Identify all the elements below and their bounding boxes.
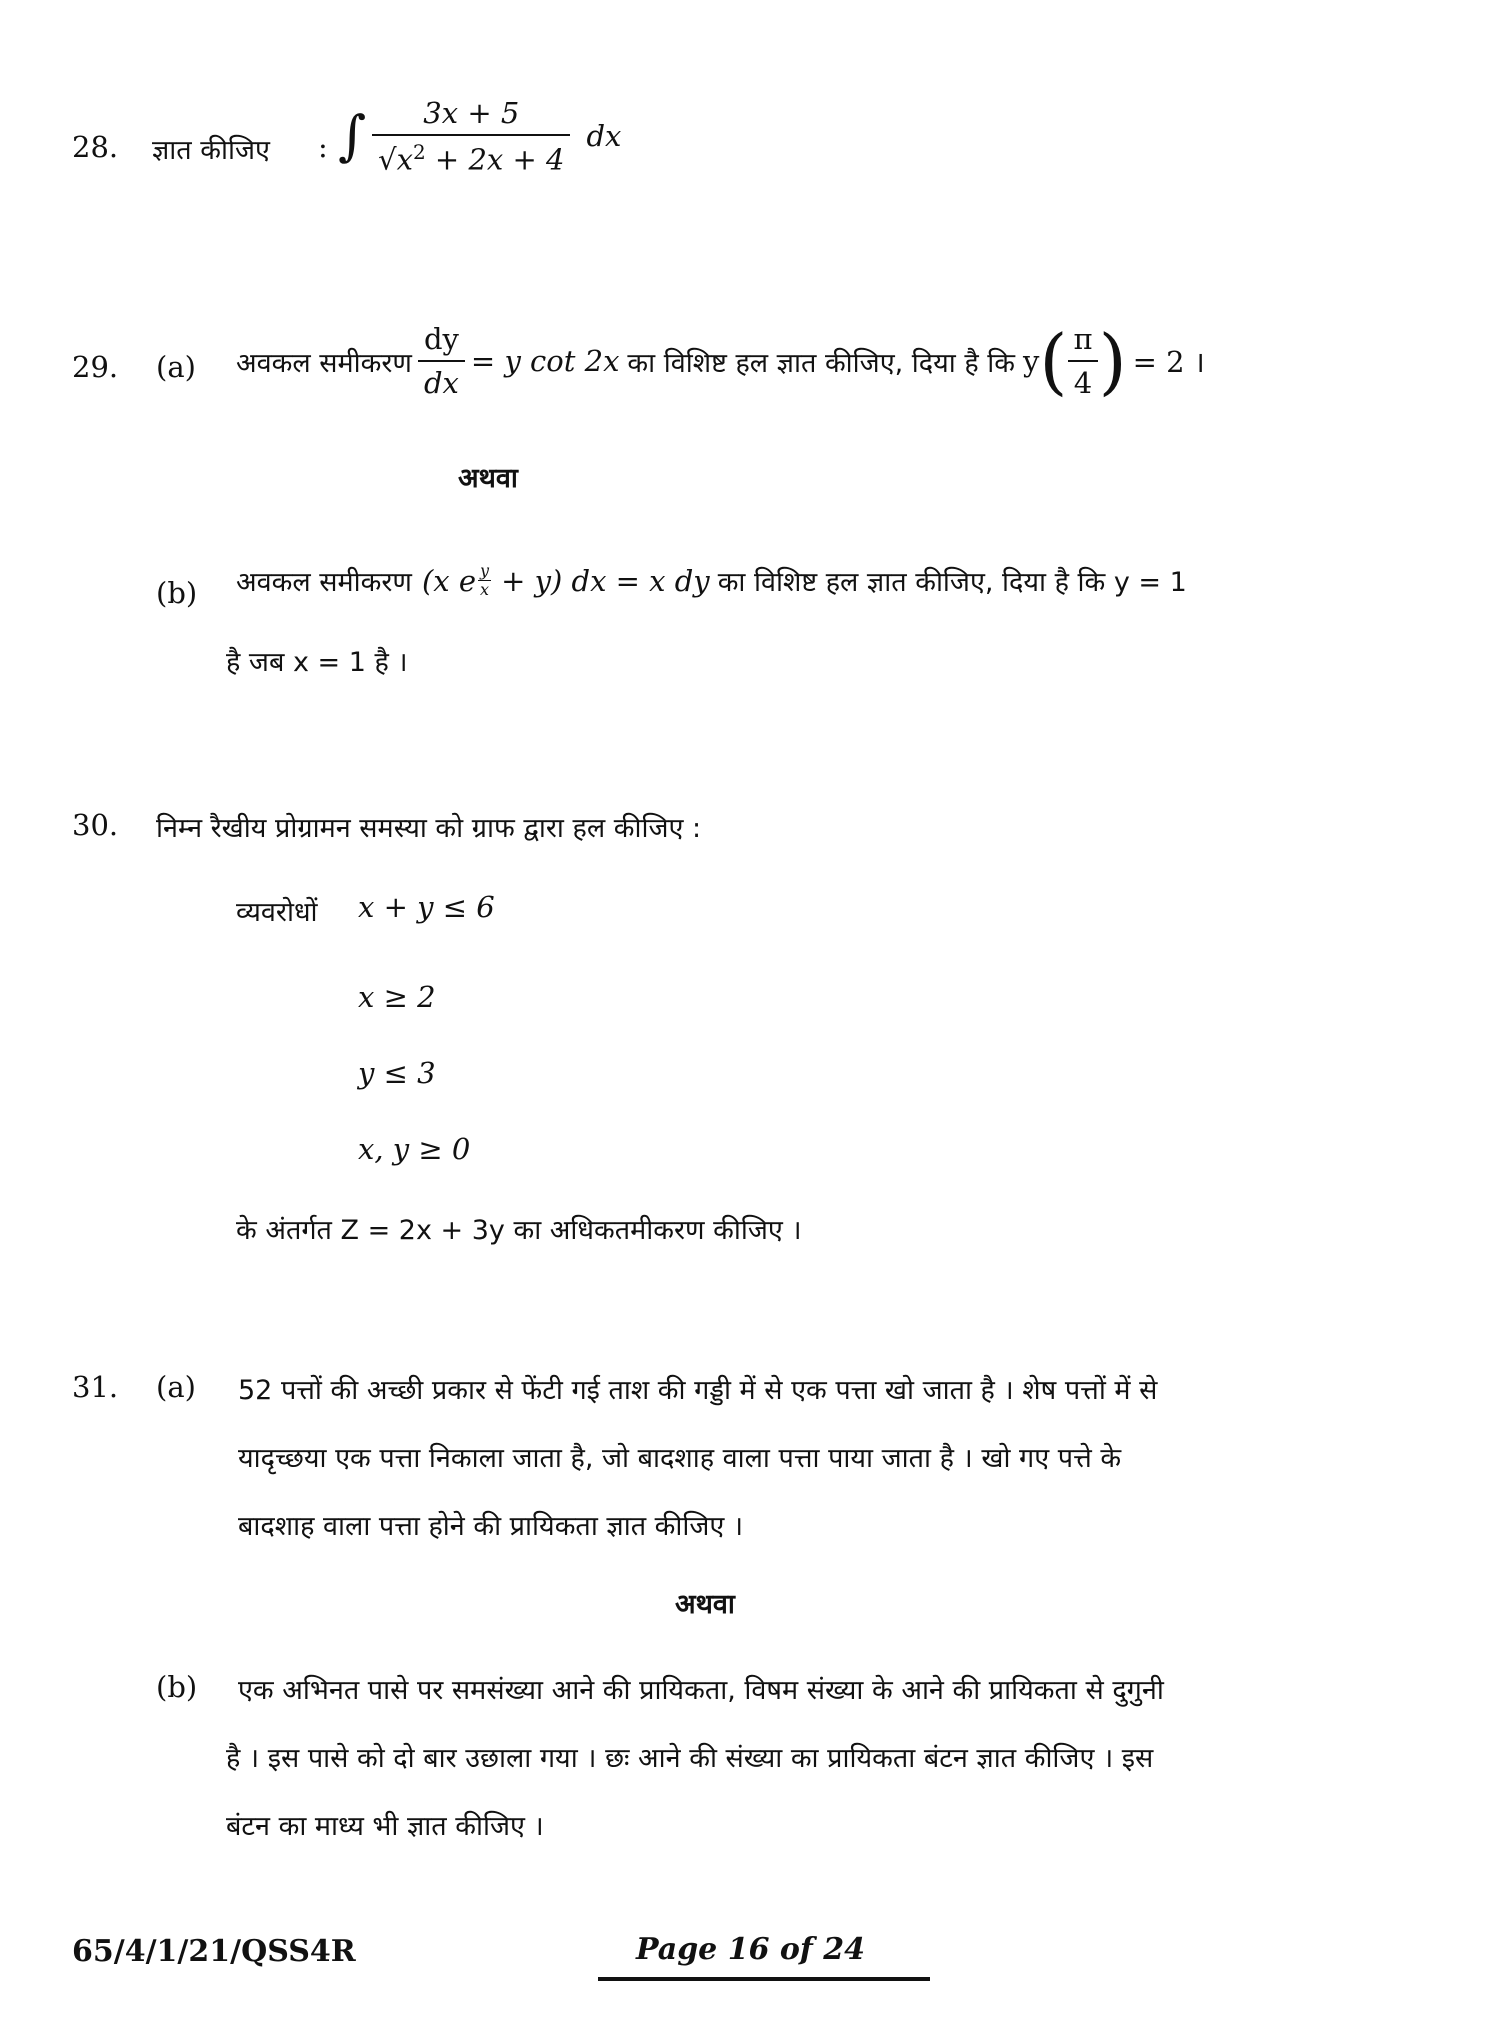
- left-paren: (: [1039, 319, 1068, 403]
- question-number-29: 29.: [72, 350, 119, 384]
- q30-objective: के अंतर्गत Z = 2x + 3y का अधिकतमीकरण कीजिए ।: [236, 1215, 802, 1246]
- q28-den-exp: 2: [412, 140, 426, 164]
- q28-integral-expression: [338, 96, 621, 177]
- q31b-line-2: है । इस पासे को दो बार उछाला गया । छः आने की संख्या का प्रायिकता बंटन ज्ञात कीजिए । इस: [226, 1743, 1154, 1774]
- q31-part-b-label: (b): [156, 1670, 198, 1704]
- q29b-middle-text: का विशिष्ट हल ज्ञात कीजिए, दिया है कि y = 1: [717, 567, 1187, 598]
- q30-prompt: निम्न रैखीय प्रोग्रामन समस्या को ग्राफ द्वारा हल कीजिए :: [156, 813, 702, 844]
- q29a-cond-func: y: [1023, 344, 1040, 378]
- q29a-equation: = y cot 2x: [470, 344, 620, 378]
- q29b-prefix: अवकल समीकरण: [236, 567, 412, 598]
- q29a-middle-text: का विशिष्ट हल ज्ञात कीजिए, दिया है कि: [627, 347, 1016, 379]
- constraint-4: x, y ≥ 0: [358, 1132, 471, 1166]
- constraint-2: x ≥ 2: [358, 980, 436, 1014]
- q29-part-b-label: (b): [156, 576, 198, 610]
- q31a-line-1: 52 पत्तों की अच्छी प्रकार से फेंटी गई ताश की गड्डी में से एक पत्ता खो जाता है । शेष पत्तों में से: [238, 1375, 1158, 1406]
- right-paren: ): [1098, 319, 1127, 403]
- q29b-exponent: [478, 563, 491, 598]
- radical-sign: √: [378, 142, 397, 177]
- page-number-underline: [598, 1977, 930, 1981]
- q29a-cond-value: = 2 ।: [1132, 344, 1205, 379]
- q29b-line2: है जब x = 1 है ।: [226, 647, 408, 678]
- q29-part-a-text: [236, 319, 1205, 403]
- q28-fraction: [372, 96, 570, 177]
- integral-sign: ∫: [338, 104, 367, 168]
- q31-part-a-label: (a): [156, 1370, 196, 1404]
- q31b-line-1: एक अभिनत पासे पर समसंख्या आने की प्रायिकता, विषम संख्या के आने की प्रायिकता से दुगुनी: [238, 1675, 1164, 1706]
- q28-prompt: ज्ञात कीजिए: [152, 135, 270, 166]
- q29a-derivative: [418, 322, 465, 400]
- q29b-eq-open: (x e: [421, 563, 477, 598]
- q29a-cond-top: π: [1073, 322, 1093, 356]
- question-number-31: 31.: [72, 1370, 119, 1404]
- q28-den-base: x: [396, 142, 413, 177]
- constraint-3: y ≤ 3: [358, 1056, 436, 1090]
- q29a-frac-top: dy: [423, 322, 459, 356]
- q29b-exp-bottom: x: [480, 580, 490, 599]
- paper-code: 65/4/1/21/QSS4R: [72, 1934, 356, 1969]
- q28-den-rest: + 2x + 4: [425, 142, 565, 177]
- q28-numerator: 3x + 5: [423, 96, 520, 130]
- q28-differential: dx: [586, 119, 622, 154]
- q29a-cond-bottom: 4: [1068, 360, 1098, 400]
- question-number-28: 28.: [72, 130, 119, 164]
- q29a-prefix: अवकल समीकरण: [236, 347, 412, 379]
- q31a-line-2: यादृच्छया एक पत्ता निकाला जाता है, जो बादशाह वाला पत्ता पाया जाता है । खो गए पत्ते के: [238, 1443, 1122, 1474]
- q29a-cond-frac: [1068, 322, 1099, 400]
- or-separator-29: अथवा: [458, 463, 518, 494]
- q29-part-a-label: (a): [156, 350, 196, 384]
- q29b-eq-rest: + y) dx = x dy: [501, 563, 710, 598]
- constraint-1: x + y ≤ 6: [358, 890, 495, 924]
- q31b-line-3: बंटन का माध्य भी ज्ञात कीजिए ।: [226, 1811, 544, 1842]
- q29a-frac-bottom: dx: [418, 360, 465, 400]
- page-number: Page 16 of 24: [636, 1932, 865, 1967]
- q28-denominator: [372, 134, 570, 177]
- q31a-line-3: बादशाह वाला पत्ता होने की प्रायिकता ज्ञात कीजिए ।: [238, 1511, 744, 1542]
- q28-colon: :: [318, 130, 328, 164]
- q29-part-b-line1: [236, 562, 1187, 599]
- or-separator-31: अथवा: [675, 1589, 735, 1620]
- q29b-exp-top: y: [480, 561, 490, 580]
- q30-constraints-label: व्यवरोधों: [236, 897, 318, 928]
- question-number-30: 30.: [72, 808, 119, 842]
